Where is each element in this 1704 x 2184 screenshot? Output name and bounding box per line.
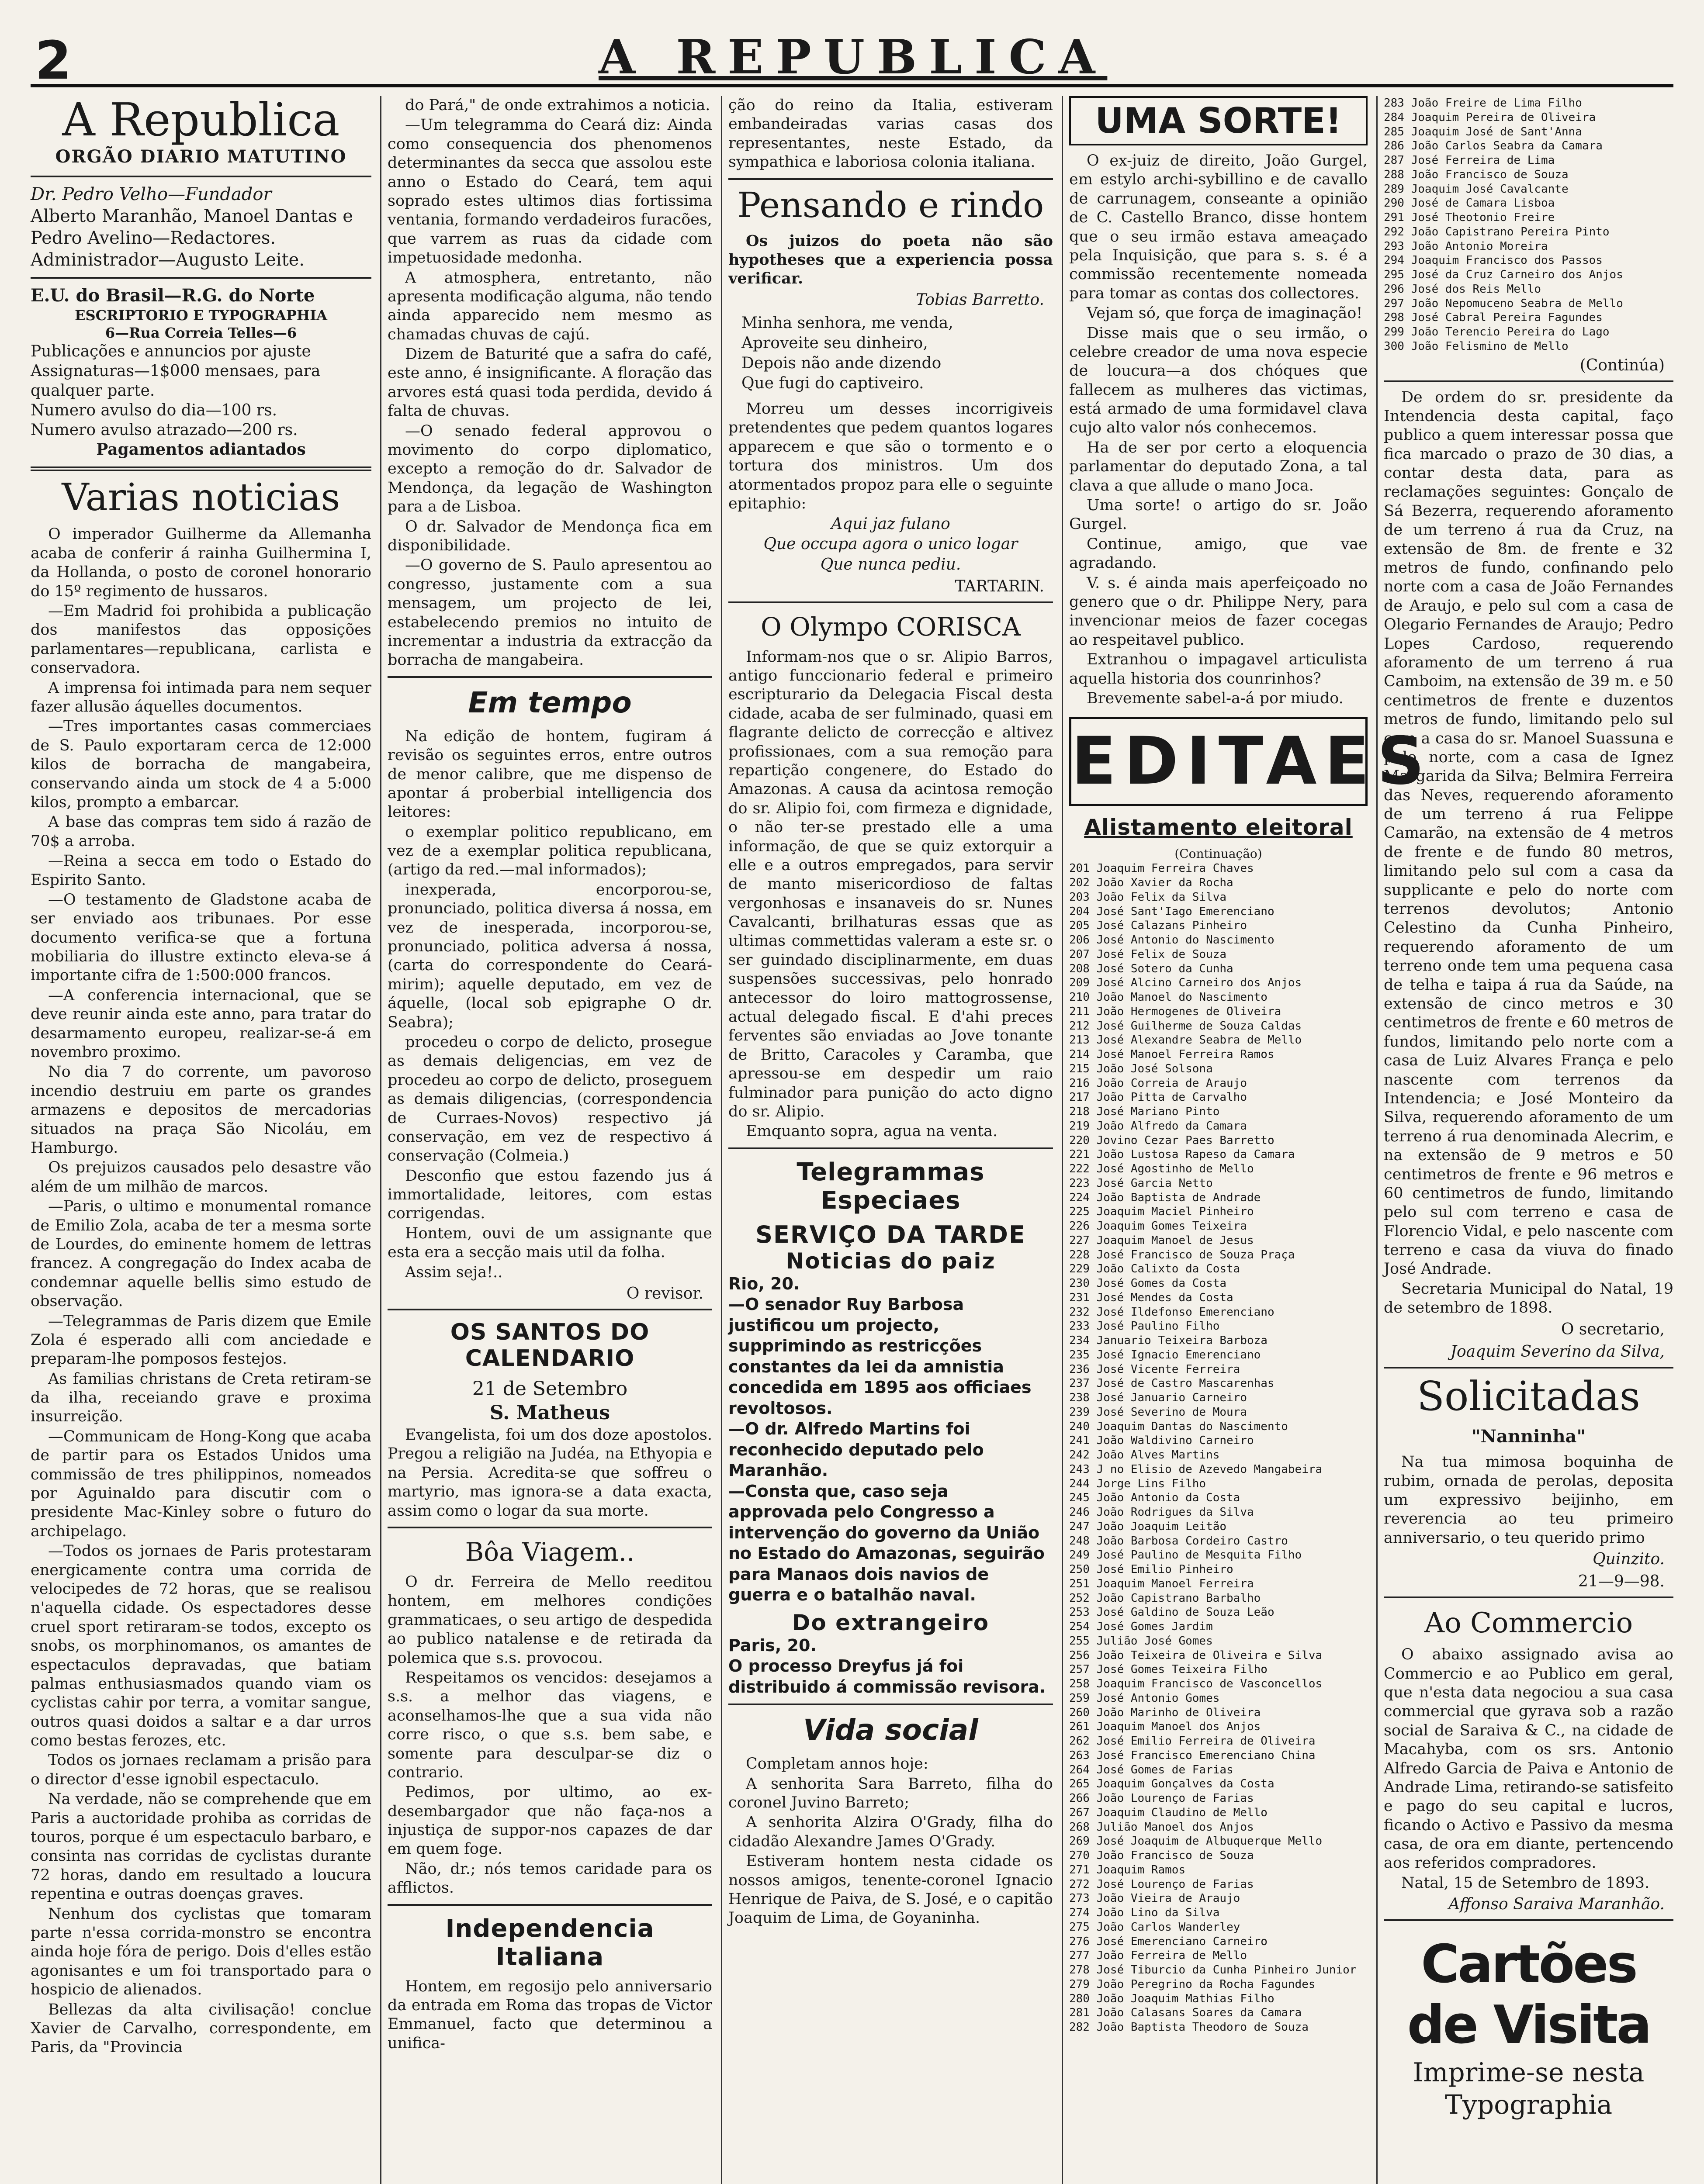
list-item: 295 José da Cruz Carneiro dos Anjos [1384, 268, 1623, 281]
list-item: 202 João Xavier da Rocha [1069, 876, 1233, 890]
list-item: 201 Joaquim Ferreira Chaves [1069, 862, 1254, 875]
list-item: 297 João Nepomuceno Seabra de Mello [1384, 297, 1623, 310]
list-item: 286 João Carlos Seabra da Camara [1384, 139, 1603, 153]
list-item: 276 José Emerenciano Carneiro [1069, 1935, 1268, 1948]
paper-title: A Republica [62, 93, 340, 146]
divider [1384, 1597, 1673, 1598]
list-item: 282 João Baptista Theodoro de Souza [1069, 2021, 1309, 2034]
list-item: 226 Joaquim Gomes Teixeira [1069, 1220, 1247, 1233]
newspaper-page [31, 26, 1673, 2184]
list-item: 251 Joaquim Manoel Ferreira [1069, 1577, 1254, 1590]
nanninha-body: Na tua mimosa boquinha de rubim, ornada de perolas, deposita um expressivo beijinho, em reverencia ao teu primeiro anniversario, o teu querido primo [1384, 1453, 1673, 1547]
indep-body: Hontem, em regosijo pelo anniversario da entrada em Roma das tropas de Victor Emmanuel, facto que determinou a unifica- [388, 1977, 712, 2052]
list-item: 269 José Joaquim de Albuquerque Mello [1069, 1835, 1323, 1848]
list-item: 259 José Antonio Gomes [1069, 1691, 1220, 1705]
solicitadas-title: Solicitadas [1417, 1372, 1640, 1420]
list-item: 216 João Correia de Araujo [1069, 1076, 1247, 1090]
list-item: 209 José Alcino Carneiro dos Anjos [1069, 976, 1302, 990]
list-item: 258 Joaquim Francisco de Vasconcellos [1069, 1677, 1323, 1691]
pub-line-1: Publicações e annuncios por ajuste [31, 342, 311, 361]
nanninha-title: "Nanninha" [1471, 1426, 1586, 1447]
list-item: 278 José Tiburcio da Cunha Pinheiro Junior [1069, 1963, 1357, 1977]
list-item: 239 José Severino de Moura [1069, 1405, 1247, 1419]
pensando-signature: TARTARIN. [955, 577, 1044, 595]
uma-sorte-body: O ex-juiz de direito, João Gurgel, em estylo archi-sybillino e de cavallo de carrunagem, conseante a opinião de C. Castello Branco, disse hontem que o seu irmão estava ameaçado pela Inquisição, que para s. s. é a commissão recentemente nomeada para tomar as contas dos collectores. Vejam só, que força de imaginação! Disse mais que o seu irmão, o celebre creador de uma nova especie de loucura—a dos chóques que fallecem as mulheres das victimas, está armado de uma formidavel clava cujo alto valor nós conhecemos. Ha de ser por certo a eloquencia parlamentar do deputado Zona, a tal clava a que allude o mano Joca. Uma sorte! o artigo do sr. João Gurgel. Continue, amigo, que vae agradando. V. s. é ainda mais aperfeiçoado no genero que o dr. Philippe Nery, para invencionar meios de fazer cocegas ao respeitavel publico. Extranhou o impagavel articulista aquella historia dos counrinhos? Brevemente sabel-a-á por miudo. [1069, 152, 1368, 707]
column-4 [1062, 96, 1433, 2184]
divider [728, 1704, 1053, 1705]
pensando-intro: Os juizos do poeta não são hypotheses que a experiencia possa verificar. [728, 232, 1053, 288]
list-item: 256 João Teixeira de Oliveira e Silva [1069, 1648, 1323, 1662]
list-item: 234 Januario Teixeira Barboza [1069, 1334, 1268, 1348]
uma-sorte-title: UMA SORTE! [1069, 96, 1368, 145]
santos-date: 21 de Setembro [472, 1378, 628, 1400]
page-number: 2 [35, 31, 72, 91]
paper-name: A REPUBLICA [599, 30, 1108, 85]
list-item: 244 Jorge Lins Filho [1069, 1477, 1206, 1490]
list-item: 229 João Calixto da Costa [1069, 1262, 1240, 1276]
list-item: 271 Joaquim Ramos [1069, 1863, 1186, 1876]
nanninha-date: 21—9—98. [1578, 1572, 1665, 1591]
divider [31, 277, 371, 279]
list-item: 290 José de Camara Lisboa [1384, 197, 1555, 210]
pub-line-3: Numero avulso do dia—100 rs. [31, 401, 277, 420]
list-item: 212 José Guilherme de Souza Caldas [1069, 1019, 1302, 1033]
list-item: 221 João Lustosa Rapeso da Camara [1069, 1148, 1295, 1161]
cartoes-sub1: Imprime-se nesta [1413, 2057, 1645, 2088]
list-item: 260 João Marinho de Oliveira [1069, 1706, 1261, 1719]
pensando-author: Tobias Barretto. [916, 290, 1044, 309]
list-item: 268 Julião Manoel dos Anjos [1069, 1820, 1254, 1834]
olympo-title: O Olympo CORISCA [761, 612, 1021, 642]
alistamento-cont: (Continuação) [1174, 847, 1262, 861]
list-item: 288 João Francisco de Souza [1384, 168, 1569, 181]
verse-2: Aqui jaz fulano Que occupa agora o unico logar Que nunca pediu. [763, 515, 1018, 574]
telegram-rio: —O senador Ruy Barbosa justificou um projecto, supprimindo as restricções constantes da lei da amnistia concedida em 1895 aos officiaes revoltosos. —O dr. Alfredo Martins foi reconhecido deputado pelo Maranhão. —Consta que, caso seja approvada pelo Congresso a intervenção do governo da União no Estado do Amazonas, seguirão para Manaos dois navios de guerra e o batalhão naval. [728, 1295, 1045, 1605]
list-item: 250 José Emilio Pinheiro [1069, 1563, 1233, 1576]
redactors: Alberto Maranhão, Manoel Dantas e Pedro Avelino—Redactores. [31, 206, 353, 249]
vida-social-title: Vida social [803, 1713, 978, 1747]
list-item: 300 João Felismino de Mello [1384, 339, 1569, 353]
list-item: 284 Joaquim Pereira de Oliveira [1384, 111, 1596, 124]
list-item: 215 João José Solsona [1069, 1062, 1213, 1075]
list-item: 225 Joaquim Maciel Pinheiro [1069, 1205, 1254, 1219]
list-item: 207 José Felix de Souza [1069, 947, 1227, 961]
list-item: 263 José Francisco Emerenciano China [1069, 1749, 1316, 1762]
pensando-body: Morreu um desses incorrigiveis pretendentes que pedem quantos logares apparecem e que são o tormento e o tortura dos ministros. Um dos atormentados propoz para elle o seguinte epitaphio: [728, 400, 1053, 512]
rio-date: Rio, 20. [728, 1274, 800, 1293]
paris-date: Paris, 20. [728, 1635, 817, 1655]
divider [388, 1309, 712, 1310]
edital-place: Secretaria Municipal do Natal, 19 de setembro de 1898. [1384, 1280, 1673, 1317]
list-item: 261 Joaquim Manoel dos Anjos [1069, 1720, 1261, 1734]
pub-line-2: Assignaturas—1$000 mensaes, para qualquer parte. [31, 362, 321, 400]
santos-saint: S. Matheus [489, 1402, 610, 1424]
paper-subtitle: ORGÃO DIARIO MATUTINO [55, 146, 347, 167]
list-item: 265 Joaquim Gonçalves da Costa [1069, 1777, 1275, 1791]
alistamento-title: Alistamento eleitoral [1084, 815, 1353, 840]
list-item: 237 José de Castro Mascarenhas [1069, 1377, 1275, 1390]
list-item: 243 J no Elisio de Azevedo Mangabeira [1069, 1462, 1323, 1476]
commercio-signature: Affonso Saraiva Maranhão. [1448, 1895, 1665, 1914]
paiz-title: Noticias do paiz [786, 1248, 996, 1274]
list-item: 206 José Antonio do Nascimento [1069, 933, 1275, 947]
list-item: 245 João Antonio da Costa [1069, 1491, 1240, 1505]
state-line: E.U. do Brasil—R.G. do Norte [31, 285, 315, 306]
voter-list-cont [1384, 96, 1673, 354]
indep-title: Independencia Italiana [445, 1914, 655, 1971]
list-item: 266 João Lourenço de Farias [1069, 1792, 1254, 1805]
divider [1384, 1919, 1673, 1921]
editaes-title: EDITAES [1069, 717, 1368, 806]
list-item: 287 José Ferreira de Lima [1384, 154, 1555, 167]
list-item: 241 João Waldivino Carneiro [1069, 1434, 1254, 1448]
list-item: 252 João Capistrano Barbalho [1069, 1591, 1261, 1605]
divider [31, 176, 371, 177]
column-2 [380, 96, 712, 2184]
administrator: Administrador—Augusto Leite. [31, 250, 305, 270]
list-continua: (Continúa) [1579, 356, 1665, 374]
list-item: 214 José Manoel Ferreira Ramos [1069, 1048, 1275, 1061]
italia-cont: ção do reino da Italia, estiveram embandeiradas varias casas dos representantes, neste Estado, da sympathica e laboriosa colonia italiana. [728, 97, 1053, 171]
list-item: 218 José Mariano Pinto [1069, 1105, 1220, 1119]
pensando-title: Pensando e rindo [737, 184, 1044, 225]
commercio-title: Ao Commercio [1424, 1607, 1633, 1640]
olympo-body: Informam-nos que o sr. Alipio Barros, antigo funccionario federal e primeiro escripturario da Delegacia Fiscal desta cidade, acaba de ser fulminado, quasi em flagrante delicto de correcção e altivez profissionaes, com a sua remoção para repartição congenere, do Estado do Amazonas. A causa da acintosa remoção do sr. Alipio foi, com firmeza e dignidade, o não ter-se prestado elle a uma informação, de que se quiz extorquir a elle e a outros empregados, para servir de manto misericordioso de faltas vergonhosas e insanaveis do sr. Nunes Cavalcanti, brilhaturas essas que as ultimas commettidas valeram a este sr. o ser guindado disciplinarmente, em duas suspensões successivas, pelo honrado antecessor do loiro mattogrossense, actual delegado fiscal. E d'ahi preces ferventes são enviadas ao Jove tonante de Britto, Caracoles y Caramba, que apressou-se em despedir um raio fulminador para punição do acto digno do sr. Alipio. Emquanto sopra, agua na venta. [728, 648, 1053, 1140]
list-item: 279 João Peregrino da Rocha Fagundes [1069, 1977, 1316, 1991]
column-1 [31, 93, 371, 2184]
column-3 [721, 96, 1053, 2184]
list-item: 257 José Gomes Teixeira Filho [1069, 1663, 1268, 1676]
list-item: 247 João Joaquim Leitão [1069, 1520, 1227, 1533]
list-item: 213 José Alexandre Seabra de Mello [1069, 1033, 1302, 1047]
list-item: 293 João Antonio Moreira [1384, 239, 1548, 253]
list-item: 238 José Januario Carneiro [1069, 1391, 1247, 1405]
list-item: 262 José Emilio Ferreira de Oliveira [1069, 1735, 1316, 1748]
divider [388, 1527, 712, 1528]
boa-viagem-body: O dr. Ferreira de Mello reeditou hontem, em melhores condições grammaticaes, o seu artigo de despedida ao publico natalense e de retirada da polemica que s.s. provocou. Respeitamos os vencidos: desejamos a s.s. a melhor das viagens, e aconselhamos-lhe que a sua vida não corre risco, o que s.s. bem sabe, e somente para desculpar-se diz o contrario. Pedimos, por ultimo, ao ex-desembargador que não faça-nos a injustiça de suppor-nos capazes de dar em quem foge. Não, dr.; nós temos caridade para os afflictos. [388, 1573, 712, 1897]
list-item: 275 João Carlos Wanderley [1069, 1920, 1240, 1934]
em-tempo-signature: O revisor. [626, 1285, 703, 1303]
list-item: 270 João Francisco de Souza [1069, 1849, 1254, 1863]
nanninha-signature: Quinzito. [1593, 1550, 1665, 1569]
divider [728, 1147, 1053, 1149]
list-item: 242 João Alves Martins [1069, 1448, 1220, 1462]
list-item: 236 José Vicente Ferreira [1069, 1362, 1240, 1376]
varias-title: Varias noticias [62, 476, 340, 520]
divider [1384, 380, 1673, 382]
divider [728, 178, 1053, 180]
list-item: 204 José Sant'Iago Emerenciano [1069, 905, 1275, 918]
founder: Dr. Pedro Velho—Fundador [31, 184, 272, 205]
list-item: 289 Joaquim José Cavalcante [1384, 182, 1569, 196]
list-item: 299 João Terencio Pereira do Lago [1384, 325, 1610, 339]
santos-title: OS SANTOS DO CALENDARIO [450, 1319, 650, 1372]
servico-title: SERVIÇO DA TARDE [755, 1220, 1026, 1248]
telegrammas-title: Telegrammas Especiaes [797, 1158, 985, 1215]
list-item: 235 José Ignacio Emerenciano [1069, 1348, 1261, 1362]
list-item: 292 João Capistrano Pereira Pinto [1384, 225, 1610, 238]
list-item: 255 Julião José Gomes [1069, 1634, 1213, 1648]
list-item: 281 João Calasans Soares da Camara [1069, 2006, 1302, 2020]
list-item: 211 João Hermogenes de Oliveira [1069, 1005, 1281, 1018]
divider [388, 676, 712, 678]
list-item: 283 João Freire de Lima Filho [1384, 97, 1582, 110]
list-item: 231 José Mendes da Costa [1069, 1291, 1233, 1304]
list-item: 267 Joaquim Claudino de Mello [1069, 1806, 1268, 1819]
boa-viagem-title: Bôa Viagem.. [465, 1537, 635, 1567]
list-item: 285 Joaquim José de Sant'Anna [1384, 125, 1582, 138]
vida-social-body: Completam annos hoje: A senhorita Sara Barreto, filha do coronel Juvino Barreto; A senhorita Alzira O'Grady, filha do cidadão Alexandre James O'Grady. Estiveram hontem nesta cidade os nossos amigos, tenente-coronel Ignacio Henrique de Paiva, de S. José, e o capitão Joaquim de Lima, de Goyaninha. [728, 1755, 1053, 1927]
list-item: 227 Joaquim Manoel de Jesus [1069, 1234, 1254, 1247]
varias-body: O imperador Guilherme da Allemanha acaba de conferir á rainha Guilhermina I, da Hollanda, o posto de coronel honorario do 15º regimento de hussaros. —Em Madrid foi prohibida a publicação dos manifestos das opposições parlamentares—republicana, carlista e conservadora. A imprensa foi intimada para nem sequer fazer allusão áquelles documentos. —Tres importantes casas commerciaes de S. Paulo exportaram cerca de 12:000 kilos de borracha de mangabeira, conservando ainda um stock de 4 a 5:000 kilos, prompto a embarcar. A base das compras tem sido á razão de 70$ a arroba. —Reina a secca em todo o Estado do Espirito Santo. —O testamento de Gladstone acaba de ser enviado aos tribunaes. Por esse documento verifica-se que a fortuna mobiliaria do illustre extincto eleva-se á importante cifra de 1:500:000 francos. —A conferencia internacional, que se deve reunir ainda este anno, para tratar do desarmamento europeu, realizar-se-á em novembro proximo. No dia 7 do corrente, um pavoroso incendio destruiu em parte os grandes armazens e depositos de mercadorias situados na praça São Nicoláu, em Hamburgo. Os prejuizos causados pelo desastre vão além de um milhão de marcos. —Paris, o ultimo e monumental romance de Emilio Zola, acaba de ter a mesma sorte de Lourdes, do eminente homem de lettras francez. A congregação do Index acaba de condemnar aquelle bellis simo estudo de observação. —Telegrammas de Paris dizem que Emile Zola é esperado alli com anciedade e preparam-lhe pomposos festejos. As familias christans de Creta retiram-se da ilha, receiando grave e proxima insurreição. —Communicam de Hong-Kong que acaba de partir para os Estados Unidos uma commissão de tres philippinos, nomeados por Aguinaldo para discutir com o presidente Mac-Kinley sobre o futuro do archipelago. —Todos os jornaes de Paris protestaram energicamente contra uma corrida de velocipedes de 72 horas, que se realisou n'aquella cidade. Os espectadores desse cruel sport retiraram-se todos, excepto os snobs, os morphinomanos, os amantes de espectaculos depravadas, que batiam palmas enthusiasmados quando viam os cyclistas cahir por terra, a vomitar sangue, outros quasi doidos a saltar e a dar urros como bestas ferozes, etc. Todos os jornaes reclamam a prisão para o director d'esse ignobil espectaculo. Na verdade, não se comprehende que em Paris a auctoridade prohiba as corridas de touros, porque é um espectaculo barbaro, e consinta nas corridas de cyclistas durante 72 horas, dando em resultado a loucura repentina e outras doenças graves. Nenhum dos cyclistas que tomaram parte n'essa corrida-monstro se encontra ainda hoje fóra de perigo. Dois d'elles estão agonisantes e um foi transportado para o hospicio de alienados. Bellezas da alta civilisação! conclue Xavier de Carvalho, correspondente, em Paris, da "Provincia [31, 525, 371, 2056]
list-item: 246 João Rodrigues da Silva [1069, 1506, 1254, 1519]
list-item: 210 João Manoel do Nascimento [1069, 991, 1268, 1004]
commercio-date: Natal, 15 de Setembro de 1893. [1401, 1874, 1650, 1892]
list-item: 274 João Lino da Silva [1069, 1906, 1220, 1920]
list-item: 219 João Alfredo da Camara [1069, 1119, 1247, 1133]
list-item: 205 José Calazans Pinheiro [1069, 919, 1247, 933]
list-item: 273 João Vieira de Araujo [1069, 1892, 1240, 1905]
list-item: 272 José Lourenço de Farias [1069, 1877, 1254, 1891]
em-tempo-body: Na edição de hontem, fugiram á revisão os seguintes erros, entre outros de menor calibre, que me dispenso de apontar á proberbial intelligencia dos leitores: o exemplar politico republicano, em vez de a exemplar politica republicana, (artigo da red.—mal informados); inexperada, encorporou-se, pronunciado, politica diversa á nossa, em vez de inesperada, incorporou-se, pronunciado, politica adversa á nossa, (carta do correspondente do Ceará-mirim); aquelle deputado, em vez de áquelle, (local sob epigraphe O dr. Seabra); procedeu o corpo de delicto, prosegue as demais deligencias, em vez de procedeu ao corpo de delicto, proseguem as demais diligencias, (correspondencia de Curraes-Novos) respectivo já conservação, em vez de respectivo á conservação (Colmeia.) Desconfio que estou fazendo jus á immortalidade, leitores, com estas corrigendas. Hontem, ouvi de um assignante que esta era a secção mais util da folha. Assim seja!.. [388, 727, 712, 1281]
pub-line-4: Numero avulso atrazado—200 rs. [31, 421, 298, 439]
list-item: 248 João Barbosa Cordeiro Castro [1069, 1534, 1288, 1548]
list-item: 232 José Ildefonso Emerenciano [1069, 1305, 1275, 1319]
edital-body: De ordem do sr. presidente da Intendencia desta capital, faço publico a quem interessar possa que fica marcado o prazo de 30 dias, a contar desta data, para as reclamações seguintes: Gonçalo de Sá Bezerra, requerendo aforamento de um terreno á rua da Cruz, na extensão de 8m. de frente e 32 metros de fundo, confinando pelo norte com a casa de João Fernandes de Araujo, e pelo sul com a casa de Olegario Fernandes de Araujo; Pedro Lopes Cardoso, requerendo aforamento de um terreno á rua Camboim, na extensão de 39 m. e 50 centimetros de frente e duzentos metros de fundo, limitando pelo sul com a casa do sr. Manoel Suassuna e pelo norte, com a casa de Ignez Margarida da Silva; Belmira Ferreira das Neves, requerendo aforamento de um terreno á rua Felippe Camarão, na extensão de 4 metros de frente e de fundo 80 metros, limitando pelo sul com a casa da supplicante e pelo do norte com terrenos devolutos; Antonio Celestino da Cunha Pinheiro, requerendo aforamento de um terreno onde tem uma pequena casa de telha e taipa á rua da Saúde, na extensão de cinco metros e 30 centimetros de frente e 60 metros de fundos, limitando pelo norte com a casa de Luiz Alvares França e pelo nascente com terrenos da Intendencia; e José Monteiro da Silva, requerendo aforamento de um terreno á rua denominada Alecrim, e na extensão de 9 metros e 50 centimetros de frente e 96 metros e 60 centimetros de fundo, limitando pelo sul com terreno e casa de Florencio Vidal, e pelo nascente com terreno e casa da viuva do finado José Andrade. [1384, 388, 1673, 1278]
divider [1384, 1367, 1673, 1368]
list-item: 230 José Gomes da Costa [1069, 1277, 1227, 1290]
em-tempo-title: Em tempo [468, 685, 632, 719]
ceara-news: do Pará," de onde extrahimos a noticia. —Um telegramma do Ceará diz: Ainda como consequencia dos phenomenos determinantes da secca que assolou este anno o Estado do Ceará, tem aqui soprado estes ultimos dias fortissima ventania, formando verdadeiros furacões, que varrem as ruas da cidade com impetuosidade medonha. A atmosphera, entretanto, não apresenta modificação alguma, não tendo ainda apparecido nem mesmo as chamadas chuvas de cajú. Dizem de Baturité que a safra do café, este anno, é insignificante. A floração das arvores está quasi toda perdida, devido á falta de chuvas. —O senado federal approvou o movimento do corpo diplomatico, excepto a remoção do dr. Salvador de Mendonça, da legação de Washington para a de Lisboa. O dr. Salvador de Mendonça fica em disponibilidade. —O governo de S. Paulo apresentou ao congresso, justamente com a sua mensagem, um projecto de lei, estabelecendo premios no intuito de incrementar a industria da extracção da borracha de mangabeira. [388, 97, 712, 669]
edital-signature: Joaquim Severino da Silva, [1450, 1342, 1665, 1361]
list-item: 220 Jovino Cezar Paes Barretto [1069, 1133, 1275, 1147]
divider [388, 1904, 712, 1906]
divider [728, 601, 1053, 603]
list-item: 264 José Gomes de Farias [1069, 1763, 1233, 1776]
list-item: 222 José Agostinho de Mello [1069, 1162, 1254, 1176]
commercio-body: O abaixo assignado avisa ao Commercio e ao Publico em geral, que n'esta data negociou a sua casa commercial que gyrava sob a razão social de Saraiva & C., na cidade de Macahyba, com os srs. Antonio Alfredo Garcia de Paiva e Antonio de Andrade Lima, retirando-se satisfeito e pago do seu capital e lucros, ficando o Activo e Passivo da mesma casa, de ora em diante, pertencendo aos referidos compradores. [1384, 1646, 1673, 1872]
list-item: 298 José Cabral Pereira Fagundes [1384, 311, 1603, 325]
list-item: 291 José Theotonio Freire [1384, 211, 1555, 224]
list-item: 277 João Ferreira de Mello [1069, 1949, 1247, 1963]
office-line: ESCRIPTORIO E TYPOGRAPHIA [75, 307, 327, 324]
list-item: 253 José Galdino de Souza Leão [1069, 1606, 1275, 1619]
list-item: 294 Joaquim Francisco dos Passos [1384, 254, 1603, 267]
telegram-paris: O processo Dreyfus já foi distribuido á commissão revisora. [728, 1656, 1046, 1697]
list-item: 208 José Sotero da Cunha [1069, 962, 1233, 975]
pub-line-5: Pagamentos adiantados [96, 440, 306, 459]
list-item: 249 José Paulino de Mesquita Filho [1069, 1548, 1302, 1562]
list-item: 223 José Garcia Netto [1069, 1176, 1213, 1190]
voter-list [1069, 861, 1368, 2035]
list-item: 203 João Felix da Silva [1069, 890, 1227, 904]
divider [31, 467, 371, 471]
list-item: 280 João Joaquim Mathias Filho [1069, 1992, 1275, 2005]
list-item: 296 José dos Reis Mello [1384, 282, 1541, 296]
cartoes-title: Cartões de Visita [1407, 1934, 1650, 2056]
cartoes-sub2: Typographia [1444, 2090, 1613, 2121]
extrangeiro-title: Do extrangeiro [792, 1610, 990, 1635]
masthead [31, 26, 1673, 91]
edital-secretary: O secretario, [1561, 1320, 1665, 1338]
list-item: 228 José Francisco de Souza Praça [1069, 1248, 1295, 1261]
santos-body: Evangelista, foi um dos doze apostolos. Pregou a religião na Judéa, na Ethyopia e na Persia. Acredita-se que soffreu o martyrio, mas ignora-se a data exacta, assim como o logar da sua morte. [388, 1426, 712, 1520]
list-item: 224 João Baptista de Andrade [1069, 1191, 1261, 1204]
list-item: 233 José Paulino Filho [1069, 1320, 1220, 1333]
verse-1: Minha senhora, me venda, Aproveite seu dinheiro, Depois não ande dizendo Que fugi do captiveiro. [741, 314, 953, 392]
list-item: 217 João Pitta de Carvalho [1069, 1091, 1247, 1104]
list-item: 240 Joaquim Dantas do Nascimento [1069, 1420, 1288, 1433]
list-item: 254 José Gomes Jardim [1069, 1620, 1213, 1634]
address-line: 6—Rua Correia Telles—6 [105, 325, 297, 342]
column-5 [1376, 96, 1673, 2184]
